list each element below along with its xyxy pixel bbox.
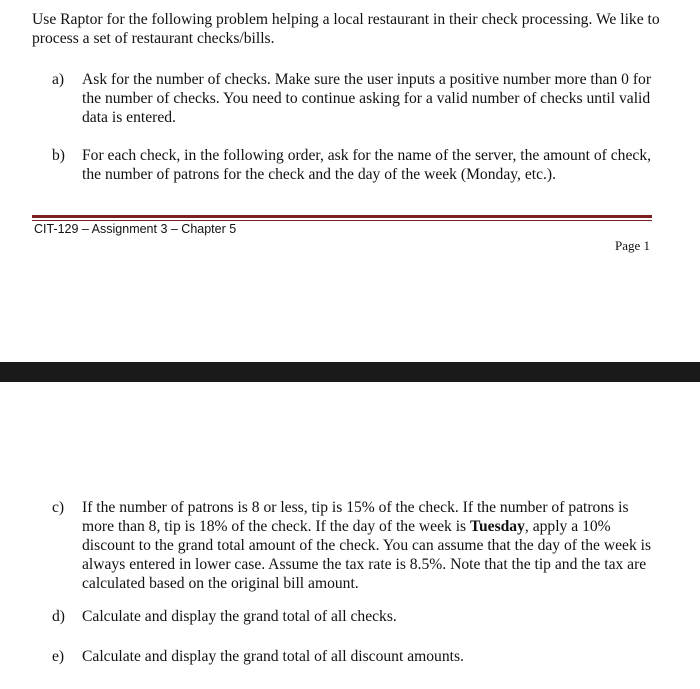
list-item-text: Calculate and display the grand total of all discount amounts. bbox=[82, 648, 464, 665]
page-number: Page 1 bbox=[614, 238, 650, 253]
list-item-label: d) bbox=[52, 608, 65, 625]
list-item-label: a) bbox=[52, 71, 65, 88]
list-item-text: Calculate and display the grand total of all checks. bbox=[82, 608, 397, 625]
list-item-c bbox=[52, 498, 652, 593]
list-item-text: Ask for the number of checks. Make sure the user inputs a positive number more than 0 for the number of checks. You need to continue asking for a valid number of checks until valid data is entered. bbox=[82, 71, 652, 126]
list-item-e bbox=[52, 647, 652, 666]
list-item-label: c) bbox=[52, 499, 65, 516]
list-item-text: For each check, in the following order, ask for the name of the server, the amount of check, the number of patrons for the check and the day of the week (Monday, etc.). bbox=[82, 147, 652, 183]
page-break-bar bbox=[0, 362, 700, 382]
list-item-text-part: , apply a 10% discount to the grand total amount of the check. You can assume that the day of the week is always entered in lower case. Assume the tax rate is 8.5%. Note that the tip and the tax are calculated based on the original bill amount. bbox=[82, 518, 652, 592]
list-item-text bbox=[82, 498, 652, 593]
footer-course-title: CIT-129 – Assignment 3 – Chapter 5 bbox=[34, 222, 237, 236]
list-item-text-part: If the number of patrons is 8 or less, tip is 15% of the check. If the number of patrons is more than 8, tip is 18% of the check. If the day of the week is bbox=[82, 499, 629, 535]
list-item-b bbox=[52, 146, 652, 184]
intro-paragraph: Use Raptor for the following problem helping a local restaurant in their check processing. We like to process a set of restaurant checks/bills. bbox=[32, 11, 660, 47]
list-item-label: b) bbox=[52, 147, 65, 164]
list-item-label: e) bbox=[52, 648, 65, 665]
footer-divider bbox=[32, 215, 652, 218]
footer-divider-thin bbox=[32, 220, 652, 221]
list-item-d bbox=[52, 607, 652, 626]
list-item-a bbox=[52, 70, 652, 127]
emphasis-day: Tuesday bbox=[470, 518, 525, 535]
